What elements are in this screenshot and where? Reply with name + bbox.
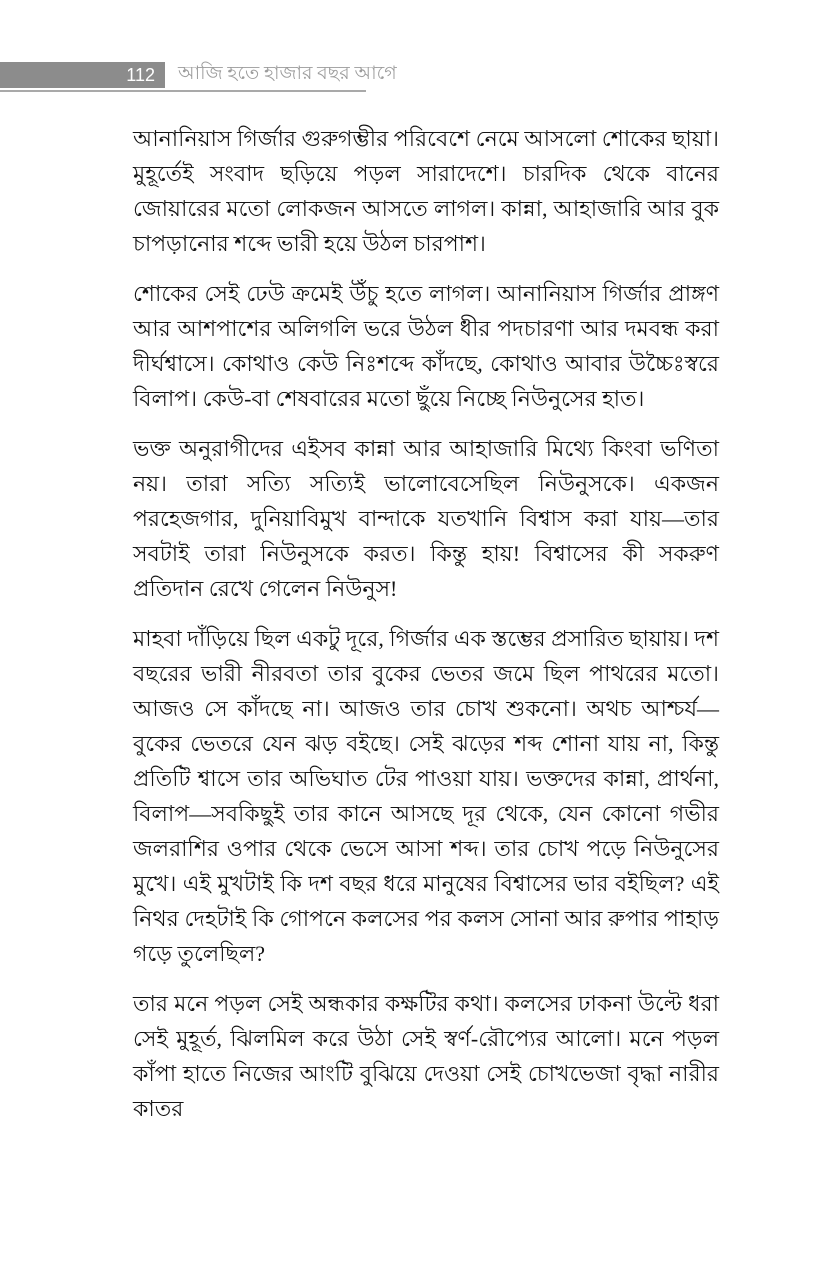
paragraph: তার মনে পড়ল সেই অন্ধকার কক্ষটির কথা। কলসের ঢাকনা উল্টে ধরা সেই মুহূর্ত, ঝিলমিল করে উঠা সেই স্বর্ণ-রৌপ্যের আলো। মনে পড়ল কাঁপা হাতে নিজের আংটি বুঝিয়ে দেওয়া সেই চোখভেজা বৃদ্ধা নারীর কাতর bbox=[133, 991, 719, 1121]
paragraph: ভক্ত অনুরাগীদের এইসব কান্না আর আহাজারি মিথ্যে কিংবা ভণিতা নয়। তারা সত্যি সত্যিই ভালোবেসেছিল নিউনুসকে। একজন পরহেজগার, দুনিয়াবিমুখ বান্দাকে যতখানি বিশ্বাস করা যায়—তার সবটাই তারা নিউনুসকে করত। কিন্তু হায়! বিশ্বাসের কী সকরুণ প্রতিদান রেখে গেলেন নিউনুস! bbox=[133, 436, 719, 601]
text-block bbox=[133, 121, 719, 1126]
paragraph: শোকের সেই ঢেউ ক্রমেই উঁচু হতে লাগল। আনানিয়াস গির্জার প্রাঙ্গণ আর আশপাশের অলিগলি ভরে উঠল ধীর পদচারণা আর দমবন্ধ করা দীর্ঘশ্বাসে। কোথাও কেউ নিঃশব্দে কাঁদছে, কোথাও আবার উচ্চৈঃস্বরে বিলাপ। কেউ-বা শেষবারের মতো ছুঁয়ে নিচ্ছে নিউনুসের হাত। bbox=[133, 281, 719, 411]
page-number-badge bbox=[0, 62, 165, 88]
header-rule bbox=[0, 90, 366, 92]
header-row bbox=[0, 62, 397, 88]
page-number: 112 bbox=[126, 65, 155, 85]
paragraph: মাহবা দাঁড়িয়ে ছিল একটু দূরে, গির্জার এক স্তম্ভের প্রসারিত ছায়ায়। দশ বছরের ভারী নীরবতা তার বুকের ভেতর জমে ছিল পাথরের মতো। আজও সে কাঁদছে না। আজও তার চোখ শুকনো। অথচ আশ্চর্য—বুকের ভেতরে যেন ঝড় বইছে। সেই ঝড়ের শব্দ শোনা যায় না, কিন্তু প্রতিটি শ্বাসে তার অভিঘাত টের পাওয়া যায়। ভক্তদের কান্না, প্রার্থনা, বিলাপ—সবকিছুই তার কানে আসছে দূর থেকে, যেন কোনো গভীর জলরাশির ওপার থেকে ভেসে আসা শব্দ। তার চোখ পড়ে নিউনুসের মুখে। এই মুখটাই কি দশ বছর ধরে মানুষের বিশ্বাসের ভার বইছিল? এই নিথর দেহটাই কি গোপনে কলসের পর কলস সোনা আর রুপার পাহাড় গড়ে তুলেছিল? bbox=[133, 626, 719, 966]
paragraph: আনানিয়াস গির্জার গুরুগম্ভীর পরিবেশে নেমে আসলো শোকের ছায়া। মুহূর্তেই সংবাদ ছড়িয়ে পড়ল সারাদেশে। চারদিক থেকে বানের জোয়ারের মতো লোকজন আসতে লাগল। কান্না, আহাজারি আর বুক চাপড়ানোর শব্দে ভারী হয়ে উঠল চারপাশ। bbox=[133, 126, 719, 256]
running-title: আজি হতে হাজার বছর আগে bbox=[178, 63, 397, 84]
page-body bbox=[133, 121, 719, 1126]
